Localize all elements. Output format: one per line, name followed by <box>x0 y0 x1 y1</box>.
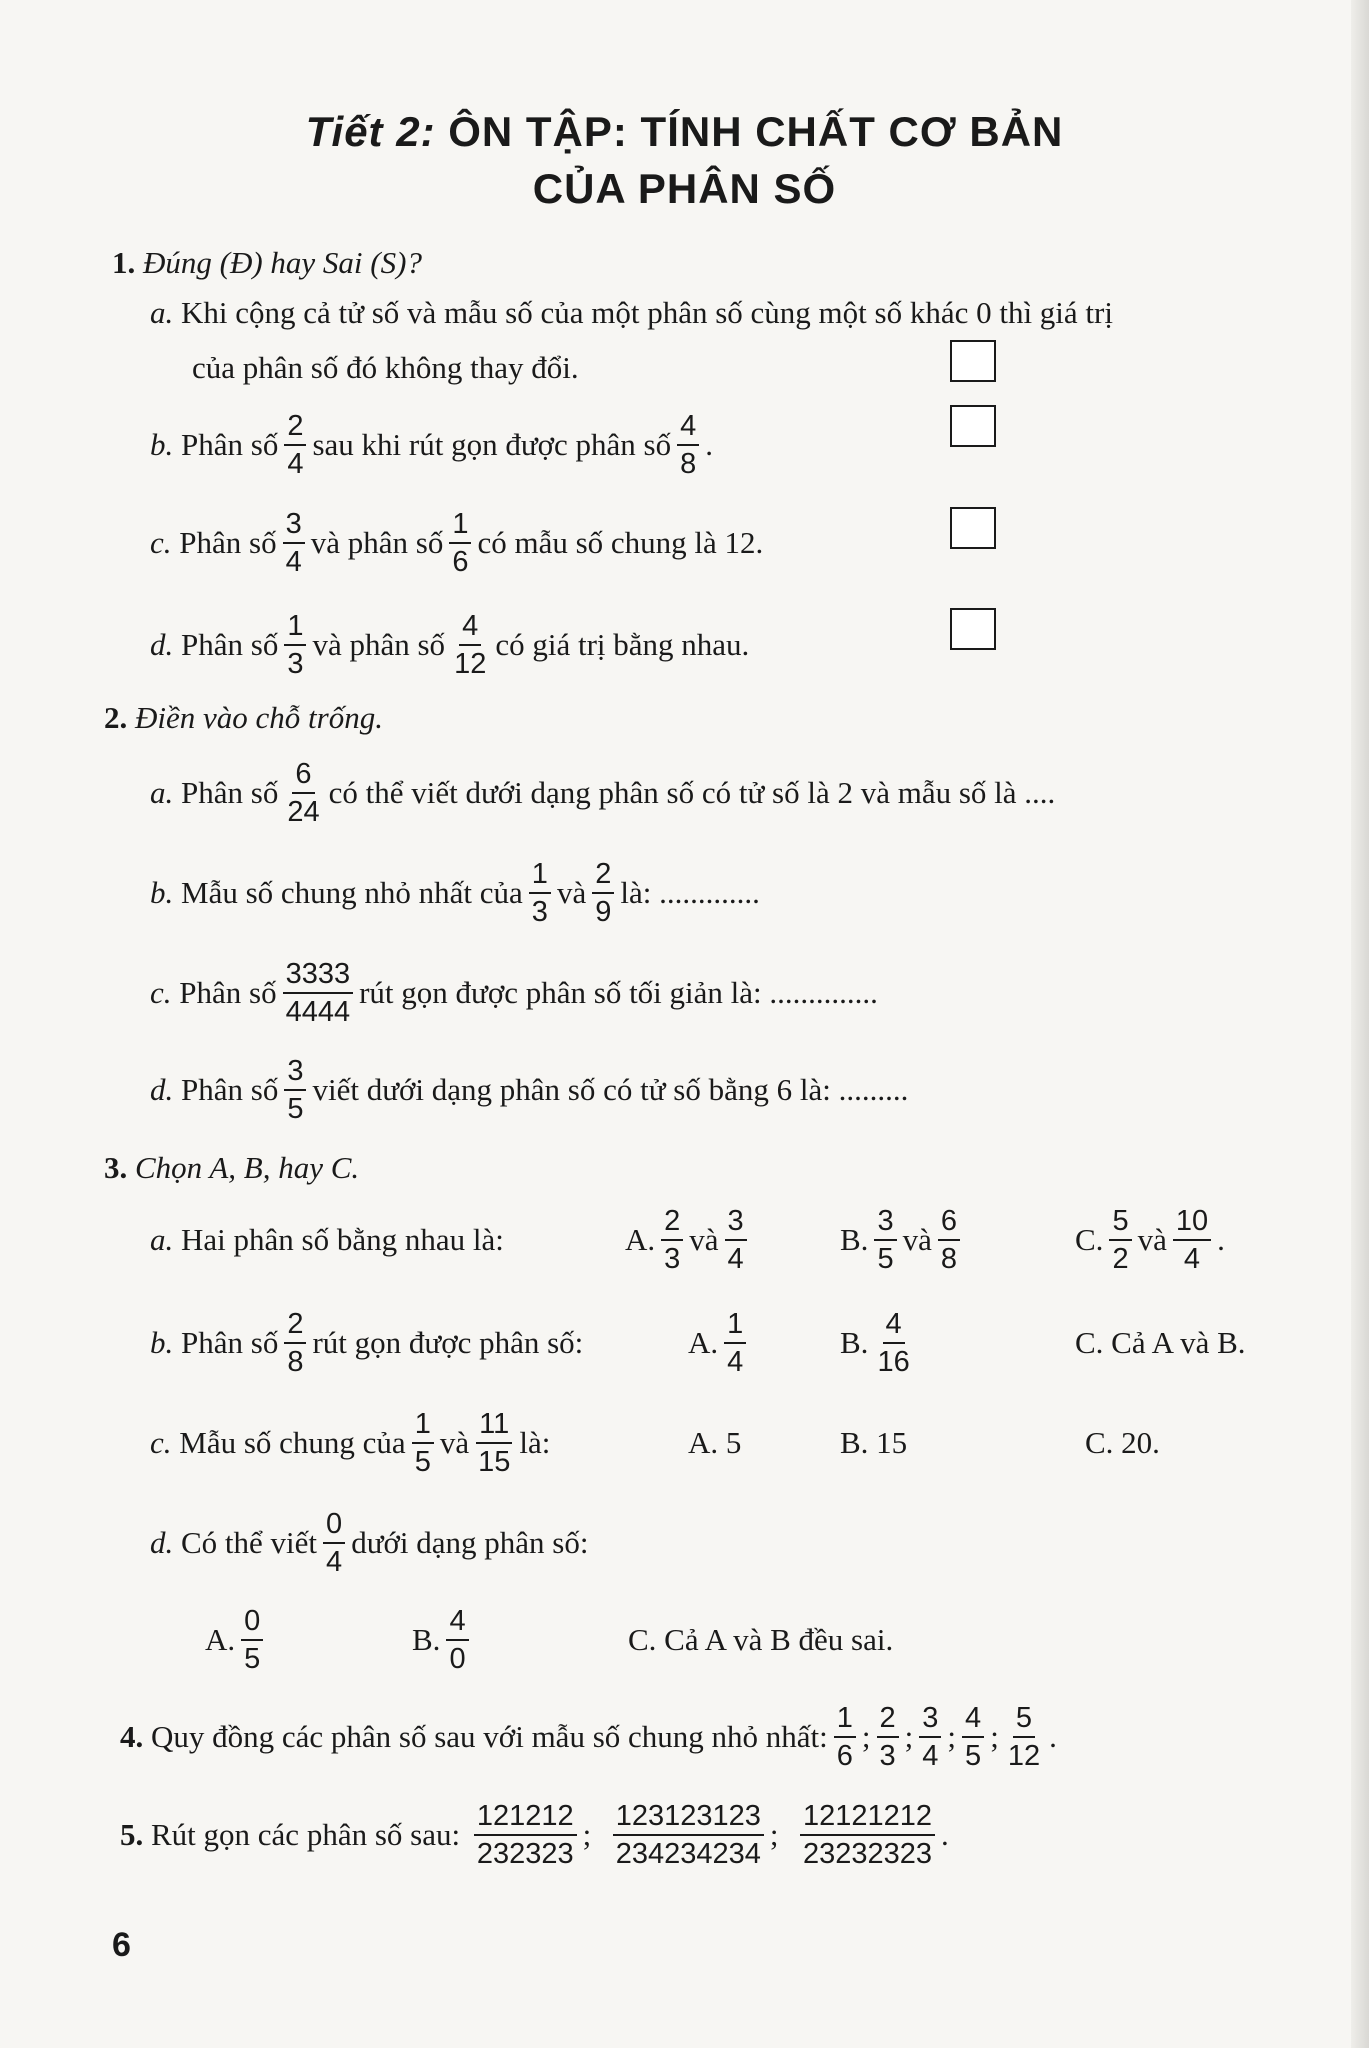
fraction <box>877 1700 899 1774</box>
separator: ; <box>990 1719 999 1754</box>
q3c-text1: Mẫu số chung của <box>179 1425 406 1460</box>
fraction <box>284 1053 306 1127</box>
option-and: và <box>902 1222 932 1257</box>
separator: ; <box>861 1719 871 1754</box>
denominator: 4 <box>287 448 304 480</box>
q3d-text1: Có thể viết <box>181 1525 318 1560</box>
q5-number: 5. <box>120 1817 144 1852</box>
denominator: 4 <box>922 1740 939 1772</box>
answer-box-1c[interactable] <box>950 507 996 549</box>
numerator: 3 <box>919 1700 941 1738</box>
denominator: 5 <box>414 1446 431 1478</box>
q1a-label: a. <box>150 295 174 330</box>
answer-box-1b[interactable] <box>950 405 996 447</box>
q3c-option-c[interactable]: C. 20. <box>1085 1425 1160 1460</box>
q2c-text1: Phân số <box>179 975 277 1010</box>
option-and: và <box>689 1222 719 1257</box>
option-letter: C. <box>1075 1222 1104 1257</box>
denominator: 4444 <box>285 996 351 1028</box>
numerator: 3 <box>283 506 305 544</box>
q3d-stem <box>150 1498 588 1588</box>
lesson-title-line2: CỦA PHÂN SỐ <box>532 165 837 212</box>
lesson-prefix: Tiết 2: <box>305 108 436 155</box>
numerator: 6 <box>938 1203 960 1241</box>
q1b-text2: sau khi rút gọn được phân số <box>312 427 672 462</box>
q1d-text2: và phân số <box>312 627 446 662</box>
separator: ; <box>769 1817 779 1852</box>
q3c-text3: là: <box>519 1425 551 1460</box>
lesson-title-line1 <box>0 108 1369 156</box>
denominator: 4 <box>727 1243 744 1275</box>
q2b-text2: và <box>556 875 587 910</box>
lesson-title-text: ÔN TẬP: TÍNH CHẤT CƠ BẢN <box>448 108 1064 155</box>
numerator: 123123123 <box>613 1798 764 1836</box>
denominator: 16 <box>877 1346 910 1378</box>
denominator: 234234234 <box>615 1838 761 1870</box>
fraction <box>919 1700 941 1774</box>
q2d-label: d. <box>150 1072 174 1107</box>
option-letter: A. <box>688 1325 719 1360</box>
q1a-line2: của phân số đó không thay đổi. <box>192 350 579 385</box>
denominator: 8 <box>680 448 697 480</box>
numerator: 11 <box>476 1406 512 1444</box>
q4-number: 4. <box>120 1719 144 1754</box>
q1c-text1: Phân số <box>179 525 277 560</box>
q2-number: 2. <box>104 700 128 735</box>
fraction <box>874 1203 896 1277</box>
option-letter: B. <box>840 1325 869 1360</box>
denominator: 3 <box>879 1740 896 1772</box>
q1a-line1 <box>150 295 1113 331</box>
q5-row <box>120 1790 949 1880</box>
numerator: 3333 <box>283 956 354 994</box>
fraction <box>323 1506 345 1580</box>
q3b-stem <box>150 1298 583 1388</box>
q3-heading <box>104 1150 359 1186</box>
q3d-option-b[interactable] <box>412 1595 475 1685</box>
denominator: 0 <box>449 1643 466 1675</box>
fraction <box>677 408 699 482</box>
q3d-label: d. <box>150 1525 174 1560</box>
q3d-text2: dưới dạng phân số: <box>351 1525 589 1560</box>
option-and: và <box>1137 1222 1167 1257</box>
denominator: 4 <box>1183 1243 1201 1275</box>
fraction <box>661 1203 683 1277</box>
fraction <box>1005 1700 1043 1774</box>
q2a-label: a. <box>150 775 174 810</box>
fraction <box>451 608 489 682</box>
numerator: 5 <box>1013 1700 1035 1738</box>
end-mark: . <box>1049 1719 1057 1754</box>
answer-box-1d[interactable] <box>950 608 996 650</box>
denominator: 6 <box>452 546 469 578</box>
fraction <box>1173 1203 1211 1277</box>
q3a-label: a. <box>150 1222 174 1257</box>
end-mark: . <box>941 1817 949 1852</box>
fraction <box>446 1603 468 1677</box>
q4-text: Quy đồng các phân số sau với mẫu số chung nhỏ nhất: <box>151 1719 828 1754</box>
q2a-row <box>150 748 1055 838</box>
fraction <box>834 1700 856 1774</box>
q3a-option-a[interactable] <box>625 1195 753 1285</box>
fraction <box>284 408 306 482</box>
numerator: 2 <box>284 408 306 446</box>
numerator: 121212 <box>474 1798 577 1836</box>
numerator: 4 <box>446 1603 468 1641</box>
q3c-label: c. <box>150 1425 172 1460</box>
fraction <box>962 1700 984 1774</box>
denominator: 5 <box>244 1643 261 1675</box>
fraction <box>241 1603 263 1677</box>
denominator: 232323 <box>476 1838 574 1870</box>
denominator: 2 <box>1112 1243 1129 1275</box>
q2b-row <box>150 848 760 938</box>
q2c-row <box>150 948 878 1038</box>
fraction <box>475 1406 513 1480</box>
fraction <box>283 506 305 580</box>
q2b-text3: là: ............. <box>620 875 760 910</box>
q3b-label: b. <box>150 1325 174 1360</box>
q3a-stem <box>150 1195 504 1285</box>
denominator: 12 <box>454 648 487 680</box>
q3b-text2: rút gọn được phân số: <box>312 1325 584 1360</box>
q3b-option-c[interactable]: C. Cả A và B. <box>1075 1325 1246 1360</box>
q2d-row <box>150 1045 908 1135</box>
numerator: 2 <box>592 856 614 894</box>
q3b-text1: Phân số <box>181 1325 279 1360</box>
option-letter: A. <box>625 1222 656 1257</box>
denominator: 8 <box>940 1243 957 1275</box>
fraction <box>412 1406 434 1480</box>
q1c-label: c. <box>150 525 172 560</box>
q2a-text2: có thể viết dưới dạng phân số có tử số là 2 và mẫu số là .... <box>328 775 1056 810</box>
q3b-option-a[interactable] <box>688 1298 752 1388</box>
q1c-row <box>150 498 763 588</box>
option-letter: B. <box>840 1222 869 1257</box>
denominator: 5 <box>965 1740 982 1772</box>
q5-text: Rút gọn các phân số sau: <box>151 1817 461 1852</box>
numerator: 2 <box>284 1306 306 1344</box>
q1-number: 1. <box>112 245 136 280</box>
fraction <box>874 1306 912 1380</box>
answer-box-1a[interactable] <box>950 340 996 382</box>
denominator: 5 <box>287 1093 304 1125</box>
q3c-option-b[interactable]: B. 15 <box>840 1425 908 1460</box>
q3b-option-b[interactable] <box>840 1298 919 1388</box>
q3a-option-c[interactable] <box>1075 1195 1225 1285</box>
q2d-text2: viết dưới dạng phân số có tử số bằng 6 là: ......... <box>312 1072 909 1107</box>
fraction <box>284 608 306 682</box>
fraction <box>1109 1203 1131 1277</box>
fraction <box>592 856 614 930</box>
numerator: 4 <box>883 1306 905 1344</box>
denominator: 3 <box>664 1243 681 1275</box>
q1-heading-text: Đúng (Đ) hay Sai (S)? <box>143 245 422 280</box>
q3c-text2: và <box>439 1425 470 1460</box>
numerator: 3 <box>284 1053 306 1091</box>
q1d-text3: có giá trị bằng nhau. <box>495 627 750 662</box>
q1b-label: b. <box>150 427 174 462</box>
q1c-text3: có mẫu số chung là 12. <box>477 525 764 560</box>
q3-heading-text: Chọn A, B, hay C. <box>135 1150 360 1185</box>
option-letter: A. <box>205 1622 236 1657</box>
separator: ; <box>947 1719 957 1754</box>
numerator: 6 <box>292 756 314 794</box>
denominator: 4 <box>285 546 302 578</box>
denominator: 24 <box>287 796 320 828</box>
denominator: 5 <box>877 1243 894 1275</box>
denominator: 6 <box>836 1740 853 1772</box>
numerator: 1 <box>412 1406 434 1444</box>
numerator: 4 <box>962 1700 984 1738</box>
numerator: 5 <box>1109 1203 1131 1241</box>
q3c-stem <box>150 1398 550 1488</box>
numerator: 4 <box>459 608 481 646</box>
q1b-text1: Phân số <box>181 427 279 462</box>
q2c-label: c. <box>150 975 172 1010</box>
numerator: 2 <box>661 1203 683 1241</box>
option-letter: B. <box>412 1622 441 1657</box>
q2a-text1: Phân số <box>181 775 279 810</box>
numerator: 12121212 <box>800 1798 935 1836</box>
q2-heading <box>104 700 383 736</box>
q1b-end: . <box>705 427 714 462</box>
fraction <box>284 756 322 830</box>
q2c-text2: rút gọn được phân số tối giản là: .............. <box>359 975 878 1010</box>
separator: ; <box>904 1719 914 1754</box>
denominator: 12 <box>1007 1740 1041 1772</box>
q3a-option-b[interactable] <box>840 1195 966 1285</box>
q1b-row <box>150 400 713 490</box>
fraction <box>613 1798 764 1872</box>
q1c-text2: và phân số <box>310 525 444 560</box>
numerator: 1 <box>449 506 471 544</box>
numerator: 1 <box>284 608 306 646</box>
q1d-row <box>150 600 749 690</box>
fraction <box>725 1203 747 1277</box>
numerator: 1 <box>834 1700 856 1738</box>
denominator: 3 <box>531 896 548 928</box>
q1-heading <box>112 245 422 281</box>
q3d-option-c[interactable]: C. Cả A và B đều sai. <box>628 1622 894 1657</box>
denominator: 23232323 <box>803 1838 933 1870</box>
q1a-text1: Khi cộng cả tử số và mẫu số của một phân số cùng một số khác 0 thì giá trị <box>181 295 1113 330</box>
numerator: 0 <box>241 1603 263 1641</box>
fraction <box>284 1306 306 1380</box>
fraction <box>529 856 551 930</box>
q2b-label: b. <box>150 875 174 910</box>
denominator: 3 <box>287 648 304 680</box>
page-number: 6 <box>112 1926 131 1964</box>
q3-number: 3. <box>104 1150 128 1185</box>
denominator: 4 <box>326 1546 343 1578</box>
page-edge <box>1351 0 1369 2048</box>
numerator: 3 <box>874 1203 896 1241</box>
fraction <box>938 1203 960 1277</box>
numerator: 1 <box>529 856 551 894</box>
denominator: 9 <box>595 896 612 928</box>
q2b-text1: Mẫu số chung nhỏ nhất của <box>181 875 523 910</box>
denominator: 4 <box>727 1346 744 1378</box>
q2-heading-text: Điền vào chỗ trống. <box>135 700 383 735</box>
option-end: . <box>1217 1222 1225 1257</box>
q3d-option-a[interactable] <box>205 1595 269 1685</box>
q3c-option-a[interactable]: A. 5 <box>688 1425 742 1460</box>
q3a-text1: Hai phân số bằng nhau là: <box>181 1222 504 1257</box>
q1d-text1: Phân số <box>181 627 279 662</box>
numerator: 1 <box>724 1306 746 1344</box>
fraction <box>474 1798 577 1872</box>
numerator: 2 <box>877 1700 899 1738</box>
denominator: 8 <box>287 1346 304 1378</box>
fraction <box>724 1306 746 1380</box>
fraction <box>449 506 471 580</box>
denominator: 15 <box>478 1446 511 1478</box>
q2d-text1: Phân số <box>181 1072 279 1107</box>
numerator: 4 <box>677 408 699 446</box>
numerator: 0 <box>323 1506 345 1544</box>
fraction <box>800 1798 935 1872</box>
numerator: 10 <box>1173 1203 1211 1241</box>
q4-row <box>120 1692 1057 1782</box>
separator: ; <box>582 1817 592 1852</box>
q1d-label: d. <box>150 627 174 662</box>
numerator: 3 <box>725 1203 747 1241</box>
fraction <box>283 956 354 1030</box>
